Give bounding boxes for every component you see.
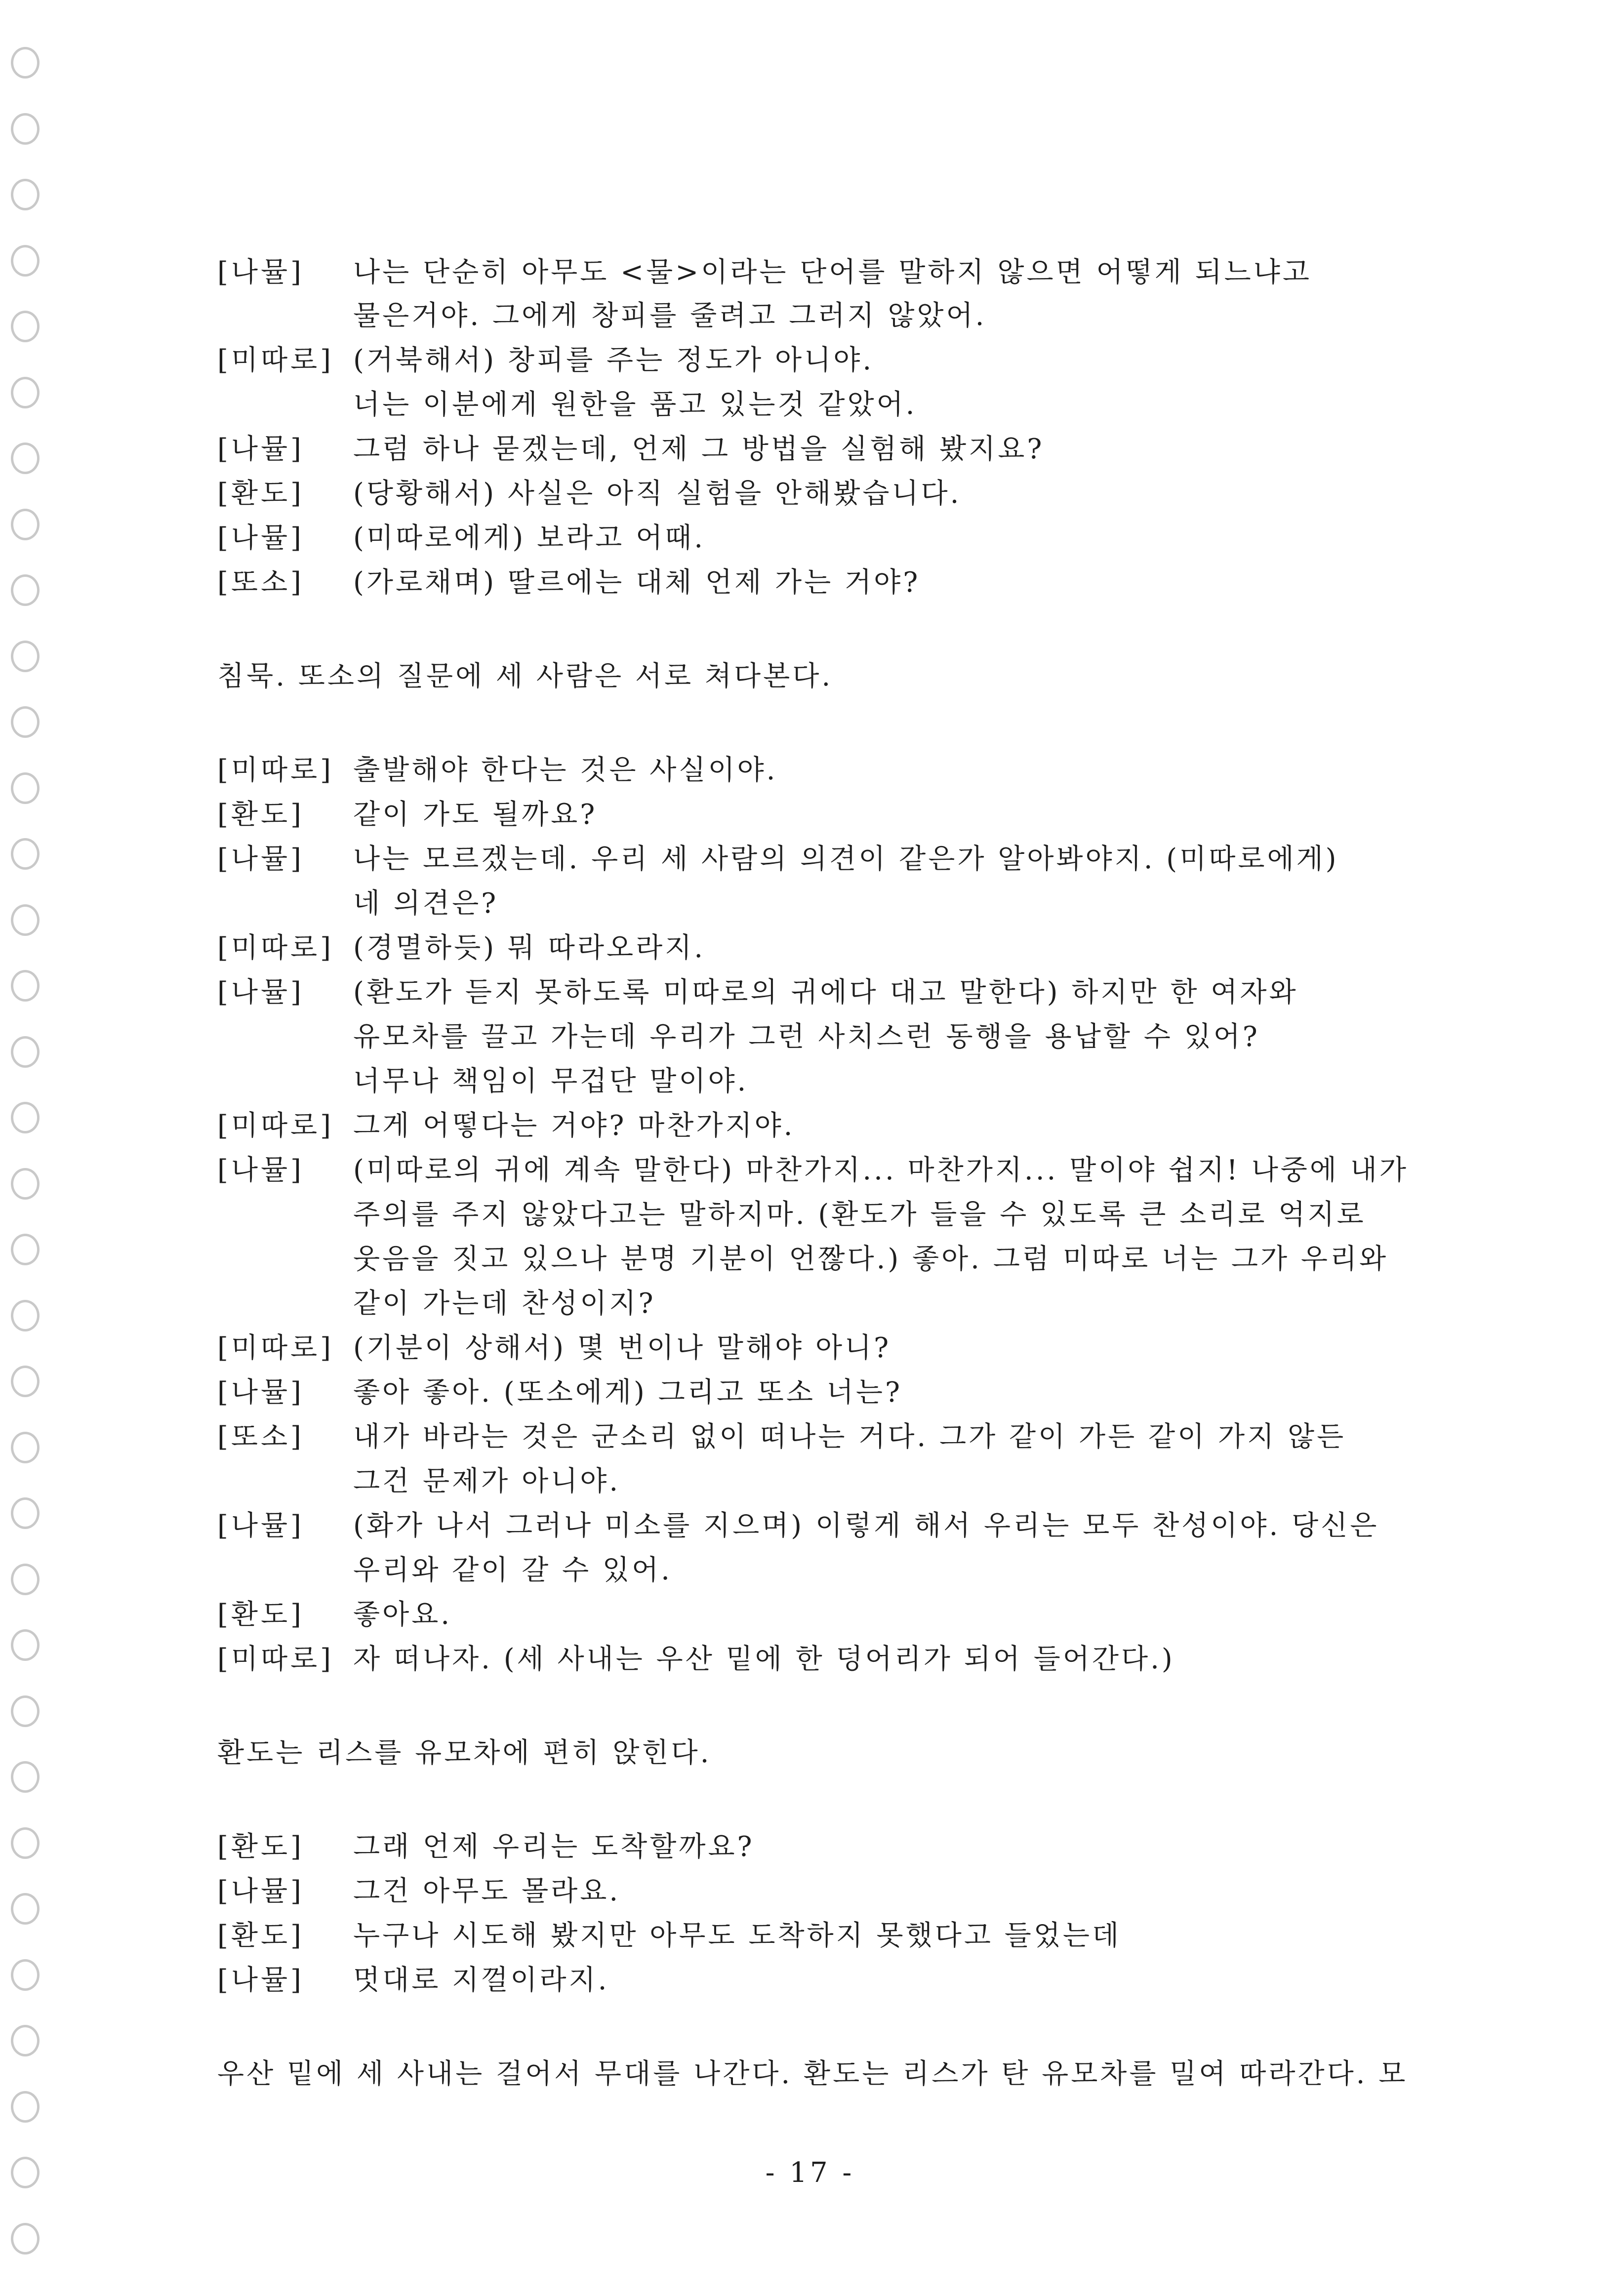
page-number: - 17 - — [765, 2157, 855, 2189]
dialogue-line — [217, 1638, 1422, 1681]
dialogue-text: (미따로의 귀에 계속 말한다) 마찬가지... 마찬가지... 말이야 쉽지! 나중에 내가 — [353, 1154, 1409, 1186]
speaker-tag: [나뮬] — [217, 256, 304, 288]
dialogue-line — [217, 882, 1422, 926]
binder-hole — [11, 1366, 40, 1397]
dialogue-line — [217, 1593, 1422, 1637]
dialogue-text: 그건 문제가 아니야. — [353, 1465, 621, 1497]
dialogue-text: 웃음을 짓고 있으나 분명 기분이 언짢다.) 좋아. 그럼 미따로 너는 그가 우리와 — [353, 1243, 1389, 1275]
binder-hole — [11, 1959, 40, 1991]
dialogue-line — [217, 1549, 1422, 1592]
speaker-tag: [또소] — [217, 1421, 304, 1453]
dialogue-text: 자 떠나자. (세 사내는 우산 밑에 한 덩어리가 되어 들어간다.) — [353, 1643, 1175, 1675]
binder-hole — [11, 443, 40, 474]
binder-hole — [11, 377, 40, 408]
dialogue-line — [217, 339, 1422, 382]
dialogue-line — [217, 383, 1422, 427]
dialogue-line — [217, 561, 1422, 604]
dialogue-text: 멋대로 지껄이라지. — [353, 1964, 609, 1996]
binder-hole — [11, 2091, 40, 2123]
dialogue-text: 같이 가는데 찬성이지? — [353, 1288, 656, 1320]
dialogue-line — [217, 1193, 1422, 1237]
dialogue-text: (당황해서) 사실은 아직 실험을 안해봤습니다. — [353, 478, 962, 510]
speaker-tag: [미따로] — [217, 344, 334, 376]
dialogue-text: (환도가 듣지 못하도록 미따로의 귀에다 대고 말한다) 하지만 한 여자와 — [353, 976, 1298, 1008]
dialogue-text: 그럼 하나 묻겠는데, 언제 그 방법을 실험해 봤지요? — [353, 433, 1045, 465]
binder-hole — [11, 641, 40, 672]
dialogue-text: 유모차를 끌고 가는데 우리가 그런 사치스런 동행을 용납할 수 있어? — [353, 1021, 1260, 1053]
dialogue-text: 그건 아무도 몰라요. — [353, 1875, 621, 1907]
dialogue-text: (미따로에게) 보라고 어때. — [353, 522, 706, 554]
dialogue-text: 나는 모르겠는데. 우리 세 사람의 의견이 같은가 알아봐야지. (미따로에게) — [353, 843, 1339, 875]
speaker-tag: [나뮬] — [217, 433, 304, 465]
speaker-tag: [나뮬] — [217, 1875, 304, 1907]
dialogue-text: 좋아요. — [353, 1599, 452, 1631]
speaker-tag: [미따로] — [217, 754, 334, 786]
dialogue-line — [217, 1282, 1422, 1326]
binder-hole — [11, 179, 40, 210]
stage-direction — [217, 655, 1422, 698]
dialogue-line — [217, 926, 1422, 970]
dialogue-text: 누구나 시도해 봤지만 아무도 도착하지 못했다고 들었는데 — [353, 1920, 1122, 1952]
dialogue-line — [217, 1959, 1422, 2002]
dialogue-text: 그래 언제 우리는 도착할까요? — [353, 1831, 755, 1863]
dialogue-line — [217, 1460, 1422, 1503]
dialogue-text: 내가 바라는 것은 군소리 없이 떠나는 거다. 그가 같이 가든 같이 가지 않든 — [353, 1421, 1346, 1453]
dialogue-line — [217, 1060, 1422, 1103]
dialogue-line — [217, 749, 1422, 792]
dialogue-line — [217, 1415, 1422, 1459]
binder-hole — [11, 1300, 40, 1331]
dialogue-line — [217, 1104, 1422, 1148]
binder-hole — [11, 1564, 40, 1595]
speaker-tag: [나뮬] — [217, 976, 304, 1008]
speaker-tag: [미따로] — [217, 1643, 334, 1675]
binder-hole — [11, 2025, 40, 2056]
dialogue-text: 나는 단순히 아무도 <물>이라는 단어를 말하지 않으면 어떻게 되느냐고 — [353, 256, 1312, 288]
stage-direction-text: 침묵. 또소의 질문에 세 사람은 서로 쳐다본다. — [217, 660, 833, 692]
binder-hole — [11, 1893, 40, 1925]
speaker-tag: [미따로] — [217, 1110, 334, 1142]
dialogue-text: (경멸하듯) 뭐 따라오라지. — [353, 932, 706, 964]
dialogue-text: 출발해야 한다는 것은 사실이야. — [353, 754, 778, 786]
binder-hole — [11, 1497, 40, 1529]
dialogue-line — [217, 1914, 1422, 1958]
speaker-tag: [환도] — [217, 799, 304, 831]
speaker-tag: [나뮬] — [217, 1154, 304, 1186]
binder-holes — [11, 47, 50, 2294]
dialogue-text: 너무나 책임이 무겁단 말이야. — [353, 1065, 749, 1097]
speaker-tag: [나뮬] — [217, 1510, 304, 1542]
binder-hole — [11, 1695, 40, 1727]
binder-hole — [11, 1234, 40, 1265]
dialogue-line — [217, 1825, 1422, 1869]
binder-hole — [11, 1432, 40, 1463]
stage-direction-text: 우산 밑에 세 사내는 걸어서 무대를 나간다. 환도는 리스가 탄 유모차를 밀여 따라간다. 모 — [217, 2058, 1408, 2090]
speaker-tag: [미따로] — [217, 932, 334, 964]
binder-hole — [11, 2223, 40, 2255]
binder-hole — [11, 1629, 40, 1661]
speaker-tag: [환도] — [217, 478, 304, 510]
binder-hole — [11, 509, 40, 540]
speaker-tag: [환도] — [217, 1831, 304, 1863]
dialogue-line — [217, 472, 1422, 516]
stage-direction — [217, 1732, 1422, 1775]
binder-hole — [11, 1102, 40, 1133]
binder-hole — [11, 838, 40, 870]
binder-hole — [11, 1036, 40, 1068]
dialogue-text: 우리와 같이 갈 수 있어. — [353, 1554, 672, 1586]
dialogue-line — [217, 793, 1422, 837]
stage-direction-text: 환도는 리스를 유모차에 편히 앉힌다. — [217, 1737, 712, 1769]
binder-hole — [11, 706, 40, 738]
dialogue-text: (가로채며) 딸르에는 대체 언제 가는 거야? — [353, 566, 921, 599]
dialogue-text: 주의를 주지 않았다고는 말하지마. (환도가 들을 수 있도록 큰 소리로 억지로 — [353, 1199, 1366, 1231]
binder-hole — [11, 904, 40, 936]
binder-hole — [11, 1827, 40, 1859]
binder-hole — [11, 113, 40, 145]
binder-hole — [11, 1761, 40, 1793]
dialogue-line — [217, 517, 1422, 560]
dialogue-line — [217, 838, 1422, 881]
speaker-tag: [나뮬] — [217, 1964, 304, 1996]
dialogue-line — [217, 1870, 1422, 1913]
binder-hole — [11, 772, 40, 804]
binder-hole — [11, 245, 40, 277]
dialogue-text: 같이 가도 될까요? — [353, 799, 598, 831]
binder-hole — [11, 574, 40, 606]
dialogue-text: 물은거야. 그에게 창피를 줄려고 그러지 않았어. — [353, 300, 987, 332]
speaker-tag: [환도] — [217, 1599, 304, 1631]
speaker-tag: [나뮬] — [217, 522, 304, 554]
dialogue-text: (기분이 상해서) 몇 번이나 말해야 아니? — [353, 1332, 891, 1364]
dialogue-text: 네 의견은? — [353, 887, 499, 920]
dialogue-line — [217, 971, 1422, 1014]
dialogue-text: (화가 나서 그러나 미소를 지으며) 이렇게 해서 우리는 모두 찬성이야. 당신은 — [353, 1510, 1379, 1542]
dialogue-line — [217, 251, 1422, 294]
binder-hole — [11, 1168, 40, 1200]
dialogue-line — [217, 294, 1422, 338]
speaker-tag: [나뮬] — [217, 843, 304, 875]
dialogue-text: 그게 어떻다는 거야? 마찬가지야. — [353, 1110, 795, 1142]
dialogue-line — [217, 1015, 1422, 1059]
binder-hole — [11, 47, 40, 79]
dialogue-line — [217, 1504, 1422, 1548]
dialogue-text: 좋아 좋아. (또소에게) 그리고 또소 너는? — [353, 1376, 902, 1409]
stage-direction — [217, 2053, 1422, 2096]
dialogue-text: (거북해서) 창피를 주는 정도가 아니야. — [353, 344, 874, 376]
dialogue-line — [217, 428, 1422, 471]
dialogue-text: 너는 이분에게 원한을 품고 있는것 같았어. — [353, 389, 917, 421]
speaker-tag: [또소] — [217, 566, 304, 599]
dialogue-line — [217, 1149, 1422, 1192]
dialogue-line — [217, 1371, 1422, 1414]
speaker-tag: [환도] — [217, 1920, 304, 1952]
binder-hole — [11, 970, 40, 1002]
speaker-tag: [미따로] — [217, 1332, 334, 1364]
binder-hole — [11, 311, 40, 342]
speaker-tag: [나뮬] — [217, 1376, 304, 1409]
dialogue-line — [217, 1238, 1422, 1281]
dialogue-line — [217, 1327, 1422, 1370]
